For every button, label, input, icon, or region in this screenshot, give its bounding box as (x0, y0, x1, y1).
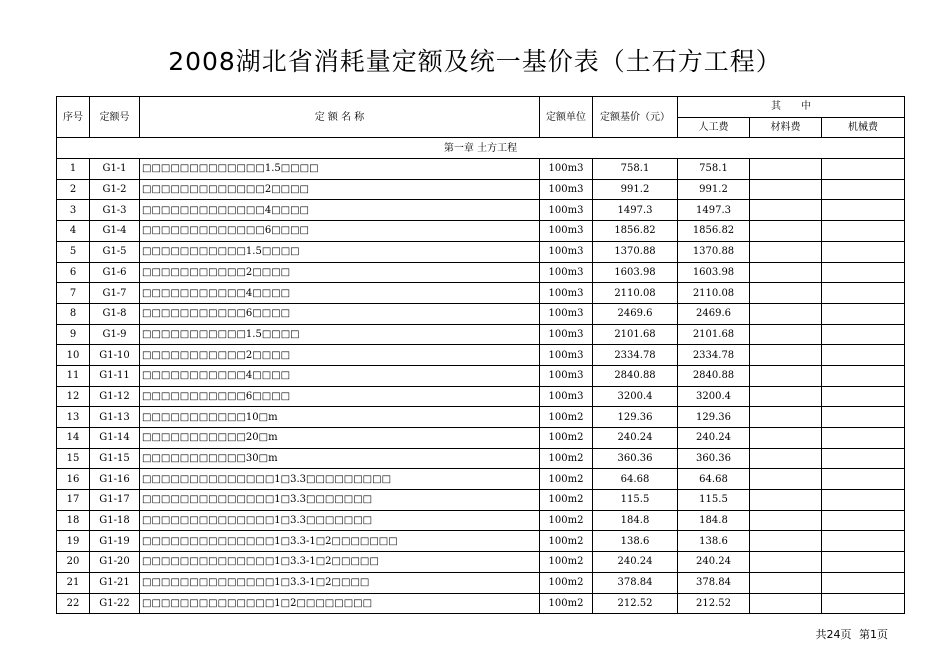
cell-price: 240.24 (593, 428, 678, 449)
cell-name: □□□□□□□□□□□10□m (140, 407, 540, 428)
table-row (57, 490, 905, 511)
cell-unit: 100m2 (540, 572, 593, 593)
cell-code: G1-3 (90, 200, 140, 221)
cell-labor: 184.8 (678, 510, 750, 531)
cell-price: 1497.3 (593, 200, 678, 221)
cell-labor: 1497.3 (678, 200, 750, 221)
table-row (57, 510, 905, 531)
cell-name: □□□□□□□□□□□□□□1□3.3□□□□□□□□□ (140, 469, 540, 490)
cell-price: 2110.08 (593, 283, 678, 304)
page-footer (812, 626, 889, 642)
cell-price: 115.5 (593, 490, 678, 511)
cell-name: □□□□□□□□□□□1.5□□□□ (140, 241, 540, 262)
table-row (57, 572, 905, 593)
cell-code: G1-6 (90, 262, 140, 283)
cell-machine (822, 510, 905, 531)
header-price: 定额基价（元） (593, 97, 678, 138)
cell-name: □□□□□□□□□□□6□□□□ (140, 303, 540, 324)
cell-price: 378.84 (593, 572, 678, 593)
cell-seq: 5 (57, 241, 90, 262)
cell-name: □□□□□□□□□□□6□□□□ (140, 386, 540, 407)
table-row (57, 345, 905, 366)
chapter-row (57, 138, 905, 159)
cell-labor: 360.36 (678, 448, 750, 469)
cell-price: 2469.6 (593, 303, 678, 324)
cell-unit: 100m3 (540, 345, 593, 366)
cell-unit: 100m3 (540, 179, 593, 200)
cell-machine (822, 159, 905, 180)
cell-material (750, 428, 822, 449)
cell-unit: 100m2 (540, 469, 593, 490)
cell-name: □□□□□□□□□□□4□□□□ (140, 365, 540, 386)
cell-seq: 22 (57, 593, 90, 614)
cell-machine (822, 428, 905, 449)
cell-unit: 100m2 (540, 448, 593, 469)
cell-code: G1-21 (90, 572, 140, 593)
cell-machine (822, 572, 905, 593)
cell-machine (822, 324, 905, 345)
cell-unit: 100m3 (540, 303, 593, 324)
cell-material (750, 469, 822, 490)
cell-labor: 138.6 (678, 531, 750, 552)
cell-name: □□□□□□□□□□□□□□1□3.3-1□2□□□□ (140, 572, 540, 593)
total-pages: 共24页 (815, 628, 852, 641)
cell-name: □□□□□□□□□□□□□2□□□□ (140, 179, 540, 200)
cell-code: G1-13 (90, 407, 140, 428)
header-among: 其 中 (678, 97, 905, 118)
cell-code: G1-14 (90, 428, 140, 449)
cell-seq: 20 (57, 552, 90, 573)
cell-labor: 240.24 (678, 552, 750, 573)
cell-unit: 100m3 (540, 262, 593, 283)
cell-seq: 2 (57, 179, 90, 200)
cell-seq: 14 (57, 428, 90, 449)
cell-machine (822, 531, 905, 552)
cell-machine (822, 345, 905, 366)
cell-material (750, 572, 822, 593)
cell-price: 129.36 (593, 407, 678, 428)
cell-code: G1-15 (90, 448, 140, 469)
cell-material (750, 200, 822, 221)
cell-code: G1-10 (90, 345, 140, 366)
table-row (57, 324, 905, 345)
cell-seq: 1 (57, 159, 90, 180)
table-row (57, 221, 905, 242)
cell-seq: 12 (57, 386, 90, 407)
table-row (57, 241, 905, 262)
cell-unit: 100m3 (540, 324, 593, 345)
quota-table (56, 96, 905, 614)
cell-code: G1-11 (90, 365, 140, 386)
cell-name: □□□□□□□□□□□□□6□□□□ (140, 221, 540, 242)
cell-material (750, 386, 822, 407)
cell-price: 991.2 (593, 179, 678, 200)
cell-unit: 100m2 (540, 490, 593, 511)
cell-unit: 100m3 (540, 241, 593, 262)
cell-material (750, 303, 822, 324)
cell-code: G1-8 (90, 303, 140, 324)
cell-code: G1-4 (90, 221, 140, 242)
cell-price: 240.24 (593, 552, 678, 573)
cell-name: □□□□□□□□□□□2□□□□ (140, 262, 540, 283)
cell-machine (822, 241, 905, 262)
cell-unit: 100m2 (540, 593, 593, 614)
cell-unit: 100m2 (540, 531, 593, 552)
cell-name: □□□□□□□□□□□4□□□□ (140, 283, 540, 304)
cell-material (750, 221, 822, 242)
cell-name: □□□□□□□□□□□□□4□□□□ (140, 200, 540, 221)
chapter-title: 第一章 土方工程 (57, 138, 905, 159)
cell-material (750, 448, 822, 469)
table-row (57, 200, 905, 221)
cell-material (750, 241, 822, 262)
cell-name: □□□□□□□□□□□30□m (140, 448, 540, 469)
cell-seq: 9 (57, 324, 90, 345)
cell-labor: 991.2 (678, 179, 750, 200)
cell-name: □□□□□□□□□□□□□□1□3.3-1□2□□□□□□□ (140, 531, 540, 552)
cell-machine (822, 283, 905, 304)
cell-material (750, 345, 822, 366)
cell-seq: 7 (57, 283, 90, 304)
cell-seq: 15 (57, 448, 90, 469)
cell-code: G1-12 (90, 386, 140, 407)
table-row (57, 448, 905, 469)
cell-unit: 100m3 (540, 200, 593, 221)
cell-labor: 129.36 (678, 407, 750, 428)
cell-unit: 100m3 (540, 365, 593, 386)
cell-seq: 10 (57, 345, 90, 366)
table-row (57, 303, 905, 324)
cell-code: G1-20 (90, 552, 140, 573)
cell-price: 64.68 (593, 469, 678, 490)
cell-code: G1-22 (90, 593, 140, 614)
cell-labor: 2840.88 (678, 365, 750, 386)
cell-code: G1-19 (90, 531, 140, 552)
cell-material (750, 262, 822, 283)
cell-material (750, 365, 822, 386)
cell-seq: 17 (57, 490, 90, 511)
cell-seq: 11 (57, 365, 90, 386)
cell-seq: 21 (57, 572, 90, 593)
cell-labor: 2334.78 (678, 345, 750, 366)
cell-code: G1-9 (90, 324, 140, 345)
cell-price: 2840.88 (593, 365, 678, 386)
cell-machine (822, 262, 905, 283)
cell-seq: 6 (57, 262, 90, 283)
cell-labor: 64.68 (678, 469, 750, 490)
cell-price: 1603.98 (593, 262, 678, 283)
table-row (57, 159, 905, 180)
cell-seq: 8 (57, 303, 90, 324)
cell-code: G1-17 (90, 490, 140, 511)
cell-name: □□□□□□□□□□□2□□□□ (140, 345, 540, 366)
cell-price: 1856.82 (593, 221, 678, 242)
cell-price: 2101.68 (593, 324, 678, 345)
cell-seq: 16 (57, 469, 90, 490)
header-labor: 人工费 (678, 117, 750, 138)
cell-name: □□□□□□□□□□□□□□1□3.3□□□□□□□ (140, 490, 540, 511)
cell-name: □□□□□□□□□□□□□□1□3.3-1□2□□□□□ (140, 552, 540, 573)
cell-unit: 100m2 (540, 428, 593, 449)
cell-name: □□□□□□□□□□□□□1.5□□□□ (140, 159, 540, 180)
cell-labor: 1856.82 (678, 221, 750, 242)
cell-price: 184.8 (593, 510, 678, 531)
cell-labor: 3200.4 (678, 386, 750, 407)
table-row (57, 365, 905, 386)
table-row (57, 386, 905, 407)
cell-seq: 13 (57, 407, 90, 428)
header-name: 定 额 名 称 (140, 97, 540, 138)
cell-machine (822, 469, 905, 490)
cell-price: 2334.78 (593, 345, 678, 366)
cell-material (750, 490, 822, 511)
cell-seq: 19 (57, 531, 90, 552)
table-row (57, 552, 905, 573)
cell-name: □□□□□□□□□□□1.5□□□□ (140, 324, 540, 345)
cell-code: G1-18 (90, 510, 140, 531)
cell-labor: 1370.88 (678, 241, 750, 262)
cell-code: G1-7 (90, 283, 140, 304)
cell-price: 212.52 (593, 593, 678, 614)
cell-price: 138.6 (593, 531, 678, 552)
cell-unit: 100m2 (540, 407, 593, 428)
cell-machine (822, 179, 905, 200)
cell-labor: 212.52 (678, 593, 750, 614)
cell-unit: 100m2 (540, 552, 593, 573)
cell-machine (822, 448, 905, 469)
cell-material (750, 531, 822, 552)
cell-labor: 1603.98 (678, 262, 750, 283)
cell-material (750, 283, 822, 304)
cell-machine (822, 386, 905, 407)
table-row (57, 179, 905, 200)
cell-material (750, 407, 822, 428)
table-row (57, 469, 905, 490)
table-row (57, 531, 905, 552)
table-row (57, 428, 905, 449)
cell-code: G1-16 (90, 469, 140, 490)
cell-machine (822, 407, 905, 428)
cell-machine (822, 552, 905, 573)
current-page: 第1页 (859, 628, 888, 641)
cell-name: □□□□□□□□□□□□□□1□2□□□□□□□□ (140, 593, 540, 614)
cell-material (750, 552, 822, 573)
cell-seq: 3 (57, 200, 90, 221)
cell-unit: 100m3 (540, 221, 593, 242)
cell-material (750, 324, 822, 345)
cell-machine (822, 490, 905, 511)
cell-machine (822, 221, 905, 242)
cell-unit: 100m3 (540, 159, 593, 180)
header-unit: 定额单位 (540, 97, 593, 138)
cell-material (750, 510, 822, 531)
cell-unit: 100m3 (540, 386, 593, 407)
cell-name: □□□□□□□□□□□□□□1□3.3□□□□□□□ (140, 510, 540, 531)
header-code: 定额号 (90, 97, 140, 138)
cell-labor: 378.84 (678, 572, 750, 593)
cell-material (750, 593, 822, 614)
table-row (57, 407, 905, 428)
cell-machine (822, 593, 905, 614)
cell-code: G1-1 (90, 159, 140, 180)
cell-labor: 115.5 (678, 490, 750, 511)
cell-material (750, 179, 822, 200)
cell-price: 1370.88 (593, 241, 678, 262)
cell-material (750, 159, 822, 180)
cell-labor: 2469.6 (678, 303, 750, 324)
cell-machine (822, 365, 905, 386)
table-row (57, 283, 905, 304)
cell-labor: 2101.68 (678, 324, 750, 345)
cell-seq: 18 (57, 510, 90, 531)
table-row (57, 262, 905, 283)
cell-name: □□□□□□□□□□□20□m (140, 428, 540, 449)
cell-machine (822, 200, 905, 221)
cell-price: 3200.4 (593, 386, 678, 407)
cell-code: G1-5 (90, 241, 140, 262)
header-machine: 机械费 (822, 117, 905, 138)
cell-seq: 4 (57, 221, 90, 242)
cell-labor: 240.24 (678, 428, 750, 449)
header-seq: 序号 (57, 97, 90, 138)
cell-code: G1-2 (90, 179, 140, 200)
cell-labor: 2110.08 (678, 283, 750, 304)
cell-labor: 758.1 (678, 159, 750, 180)
page-title: 2008湖北省消耗量定额及统一基价表（土石方工程） (168, 47, 782, 76)
cell-price: 360.36 (593, 448, 678, 469)
cell-price: 758.1 (593, 159, 678, 180)
table-row (57, 593, 905, 614)
cell-unit: 100m2 (540, 510, 593, 531)
cell-unit: 100m3 (540, 283, 593, 304)
header-material: 材料费 (750, 117, 822, 138)
cell-machine (822, 303, 905, 324)
